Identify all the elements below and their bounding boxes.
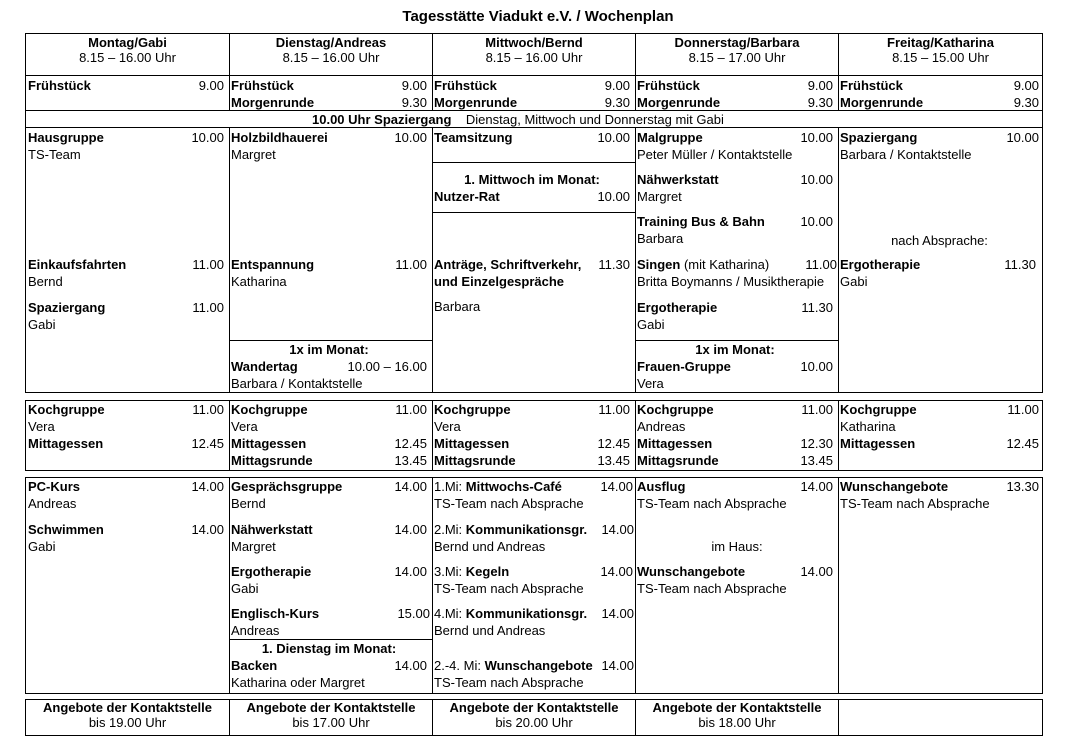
im-haus-note: im Haus:: [711, 539, 763, 554]
activity-time: 9.30: [807, 95, 833, 110]
wed-antraege: [434, 256, 630, 315]
activity-person: TS-Team nach Absprache: [434, 675, 584, 690]
activity-name: Frühstück: [637, 78, 700, 93]
contact-until: bis 17.00 Uhr: [292, 715, 370, 730]
activity-name: Kommunikationsgr.: [465, 606, 588, 621]
monthly-note: 1x im Monat:: [695, 342, 775, 357]
activity-name: Kochgruppe: [637, 402, 714, 417]
activity-name: Backen: [231, 658, 278, 673]
contact-offer-wednesday: [433, 700, 635, 730]
tue-holz: [231, 129, 427, 163]
activity-note: (mit Katharina): [683, 257, 770, 272]
contact-until: bis 20.00 Uhr: [495, 715, 573, 730]
activity-name: Anträge, Schriftverkehr,: [434, 257, 582, 272]
activity-name: Kegeln: [465, 564, 510, 579]
thu-malgruppe: [637, 129, 833, 163]
activity-time: 11.30: [1004, 257, 1036, 272]
activity-time: 14.00: [601, 522, 634, 537]
activity-person: Gabi: [231, 581, 259, 596]
wed-wunsch: [434, 657, 634, 691]
activity-person: Gabi: [840, 274, 868, 289]
page-title: Tagesstätte Viadukt e.V. / Wochenplan: [402, 8, 674, 25]
tue-wandertag: [231, 341, 427, 392]
activity-name: Spaziergang: [840, 130, 918, 145]
contact-label: Angebote der Kontaktstelle: [652, 700, 822, 715]
day-hours: 8.15 – 16.00 Uhr: [485, 50, 583, 65]
activity-person: Barbara: [637, 231, 684, 246]
activity-name: Mittagsrunde: [231, 453, 313, 468]
activity-time: 11.00: [1007, 402, 1039, 417]
activity-time: 12.45: [597, 436, 630, 451]
wed-teamsitzung: [434, 129, 630, 146]
activity-time: 10.00: [800, 172, 833, 187]
activity-person: TS-Team: [28, 147, 81, 162]
activity-name: Mittagessen: [434, 436, 510, 451]
fri-wunsch: [840, 478, 1039, 512]
activity-time: 13.30: [1006, 479, 1039, 494]
day-header-wednesday: [433, 35, 635, 65]
activity-person: Peter Müller / Kontaktstelle: [637, 147, 793, 162]
day-hours: 8.15 – 15.00 Uhr: [892, 50, 989, 65]
day-name: Donnerstag/Barbara: [674, 35, 800, 50]
activity-time: 11.00: [395, 402, 427, 417]
activity-person: Vera: [231, 419, 258, 434]
activity-time: 14.00: [800, 564, 833, 579]
activity-name: Ergotherapie: [231, 564, 312, 579]
contact-offer-thursday: [636, 700, 838, 730]
contact-label: Angebote der Kontaktstelle: [449, 700, 619, 715]
activity-time: 13.45: [597, 453, 630, 468]
activity-time: 10.00: [800, 130, 833, 145]
activity-name: Kochgruppe: [434, 402, 511, 417]
activity-person: Margret: [231, 147, 276, 162]
activity-name: Entspannung: [231, 257, 315, 272]
contact-label: Angebote der Kontaktstelle: [42, 700, 213, 715]
activity-name: Mittagessen: [840, 436, 916, 451]
activity-name: Einkaufsfahrten: [28, 257, 127, 272]
day-name: Montag/Gabi: [88, 35, 167, 50]
day-header-monday: [26, 35, 229, 65]
week-prefix: 3.Mi:: [434, 564, 463, 579]
thu-naehwerkstatt: [637, 171, 833, 205]
activity-person: Andreas: [231, 623, 280, 638]
activity-time: 12.45: [1006, 436, 1039, 451]
activity-name: Kommunikationsgr.: [465, 522, 588, 537]
tue-ergotherapie: [231, 563, 427, 597]
activity-time: 9.00: [198, 78, 224, 93]
activity-time: 14.00: [394, 522, 427, 537]
tue-backen: [231, 640, 427, 691]
thu-training: [637, 213, 833, 247]
activity-time: 9.00: [604, 78, 630, 93]
activity-person: TS-Team nach Absprache: [637, 496, 787, 511]
activity-time: 11.00: [192, 402, 224, 417]
activity-person: Katharina oder Margret: [231, 675, 365, 690]
tue-gespraech: [231, 478, 427, 512]
mon-spaziergang: [28, 299, 224, 333]
activity-person: Margret: [637, 189, 682, 204]
contact-label: Angebote der Kontaktstelle: [246, 700, 416, 715]
activity-name: Kochgruppe: [28, 402, 105, 417]
day-name: Dienstag/Andreas: [275, 35, 387, 50]
activity-name: Kochgruppe: [231, 402, 308, 417]
activity-time: 9.00: [401, 78, 427, 93]
activity-name: Frühstück: [28, 78, 91, 93]
activity-name: Mittagsrunde: [637, 453, 719, 468]
activity-name: PC-Kurs: [28, 479, 81, 494]
activity-name: Hausgruppe: [28, 130, 104, 145]
activity-time: 14.00: [600, 564, 633, 579]
activity-name: Wunschangebote: [484, 658, 593, 673]
activity-time: 10.00 – 16.00: [347, 359, 427, 374]
activity-name: Nutzer-Rat: [434, 189, 500, 204]
activity-person: Bernd und Andreas: [434, 539, 546, 554]
activity-person: Barbara: [434, 299, 481, 314]
week-prefix: 4.Mi:: [434, 606, 463, 621]
activity-time: 14.00: [601, 606, 634, 621]
activity-time: 11.00: [598, 402, 630, 417]
activity-time: 9.00: [807, 78, 833, 93]
activity-name: Wandertag: [231, 359, 298, 374]
activity-name: Nähwerkstatt: [637, 172, 719, 187]
activity-name: Morgenrunde: [434, 95, 518, 110]
activity-name: Mittagsrunde: [434, 453, 516, 468]
activity-time: 14.00: [600, 479, 633, 494]
day-hours: 8.15 – 17.00 Uhr: [688, 50, 786, 65]
walk-title: 10.00 Uhr Spaziergang: [312, 112, 452, 127]
activity-person: Vera: [434, 419, 461, 434]
activity-name: Frauen-Gruppe: [637, 359, 731, 374]
activity-person: Katharina: [231, 274, 287, 289]
activity-time: 11.00: [192, 257, 224, 272]
contact-offer-tuesday: [230, 700, 432, 730]
mon-schwimmen: [28, 521, 224, 555]
activity-name: Teamsitzung: [434, 130, 513, 145]
activity-name: Schwimmen: [28, 522, 104, 537]
walk-note: Dienstag, Mittwoch und Donnerstag mit Gabi: [465, 112, 724, 127]
activity-person: Bernd und Andreas: [434, 623, 546, 638]
activity-time: 14.00: [394, 658, 427, 673]
wed-nutzer-rat: [434, 171, 630, 205]
thu-ausflug: [637, 478, 833, 512]
fri-absprache: [840, 232, 1039, 249]
day-hours: 8.15 – 16.00 Uhr: [282, 50, 380, 65]
activity-time: 14.00: [601, 658, 634, 673]
monthly-note: 1. Mittwoch im Monat:: [464, 172, 600, 187]
activity-person: TS-Team nach Absprache: [637, 581, 787, 596]
contact-offer-monday: [26, 700, 229, 730]
day-header-tuesday: [230, 35, 432, 65]
activity-name: Singen: [637, 257, 681, 272]
activity-name: Training Bus & Bahn: [637, 214, 765, 229]
activity-name: Wunschangebote: [840, 479, 949, 494]
mon-hausgruppe: [28, 129, 224, 163]
activity-name: Wunschangebote: [637, 564, 746, 579]
activity-name: Mittagessen: [637, 436, 713, 451]
activity-person: Britta Boymanns / Musiktherapie: [637, 274, 825, 289]
wed-cafe: [434, 478, 633, 512]
mon-einkauf: [28, 256, 224, 290]
activity-time: 10.00: [597, 189, 630, 204]
activity-person: Gabi: [28, 539, 56, 554]
tue-naehwerkstatt: [231, 521, 427, 555]
activity-time: 14.00: [800, 479, 833, 494]
activity-person: Barbara / Kontaktstelle: [231, 376, 363, 391]
activity-time: 12.30: [800, 436, 833, 451]
breakfast-tuesday: [231, 77, 427, 111]
mon-pc-kurs: [28, 478, 224, 512]
activity-person: Vera: [637, 376, 664, 391]
activity-name: Kochgruppe: [840, 402, 917, 417]
lunch-friday: [840, 401, 1039, 452]
activity-time: 10.00: [597, 130, 630, 145]
fri-spaziergang: [840, 129, 1039, 163]
activity-time: 9.30: [1013, 95, 1039, 110]
activity-name: Mittagessen: [28, 436, 104, 451]
activity-time: 15.00: [397, 606, 430, 621]
contact-until: bis 18.00 Uhr: [698, 715, 776, 730]
week-prefix: 2.-4. Mi:: [434, 658, 481, 673]
activity-time: 9.00: [1013, 78, 1039, 93]
activity-time: 14.00: [191, 522, 224, 537]
activity-name: Frühstück: [434, 78, 497, 93]
wed-komm-2: [434, 605, 634, 639]
activity-name: Ergotherapie: [637, 300, 718, 315]
activity-person: Vera: [28, 419, 55, 434]
activity-time: 11.30: [598, 257, 630, 272]
lunch-tuesday: [231, 401, 427, 469]
fri-ergotherapie: [840, 256, 1036, 290]
activity-time: 9.30: [604, 95, 630, 110]
thu-singen: [637, 256, 837, 290]
activity-time: 14.00: [394, 479, 427, 494]
activity-time: 11.00: [192, 300, 224, 315]
activity-person: Margret: [231, 539, 276, 554]
activity-person: Katharina: [840, 419, 896, 434]
breakfast-wednesday: [434, 77, 630, 111]
wed-komm-1: [434, 521, 634, 555]
day-name: Mittwoch/Bernd: [485, 35, 583, 50]
thu-ergotherapie: [637, 299, 833, 333]
walk-banner: [312, 111, 792, 128]
activity-person: Barbara / Kontaktstelle: [840, 147, 972, 162]
activity-time: 10.00: [394, 130, 427, 145]
activity-person: Andreas: [28, 496, 77, 511]
activity-time: 11.00: [805, 257, 837, 272]
week-prefix: 1.Mi:: [434, 479, 463, 494]
absprache-note: nach Absprache:: [891, 233, 988, 248]
activity-name: Ausflug: [637, 479, 686, 494]
week-prefix: 2.Mi:: [434, 522, 463, 537]
activity-name: Malgruppe: [637, 130, 703, 145]
activity-person: TS-Team nach Absprache: [840, 496, 990, 511]
contact-until: bis 19.00 Uhr: [88, 715, 167, 730]
tue-entspannung: [231, 256, 427, 290]
activity-name: Holzbildhauerei: [231, 130, 328, 145]
lunch-thursday: [637, 401, 833, 469]
activity-time: 9.30: [401, 95, 427, 110]
activity-time: 14.00: [191, 479, 224, 494]
day-hours: 8.15 – 16.00 Uhr: [79, 50, 176, 65]
activity-time: 11.00: [395, 257, 427, 272]
activity-name: Ergotherapie: [840, 257, 921, 272]
day-name: Freitag/Katharina: [887, 35, 994, 50]
activity-time: 11.00: [801, 402, 833, 417]
activity-time: 10.00: [191, 130, 224, 145]
activity-time: 11.30: [801, 300, 833, 315]
activity-time: 12.45: [394, 436, 427, 451]
activity-person: Andreas: [637, 419, 686, 434]
day-header-friday: [839, 35, 1042, 65]
wed-kegeln: [434, 563, 633, 597]
activity-name: Nähwerkstatt: [231, 522, 313, 537]
activity-time: 10.00: [1006, 130, 1039, 145]
activity-name: Gesprächsgruppe: [231, 479, 343, 494]
monthly-note: 1x im Monat:: [289, 342, 369, 357]
activity-person: Gabi: [28, 317, 56, 332]
activity-name: Frühstück: [231, 78, 294, 93]
thu-frauen: [637, 341, 833, 392]
thu-im-haus: [637, 538, 837, 555]
breakfast-friday: [840, 77, 1039, 111]
activity-name: Morgenrunde: [231, 95, 315, 110]
tue-englisch: [231, 605, 430, 639]
activity-person: TS-Team nach Absprache: [434, 581, 584, 596]
activity-person: TS-Team nach Absprache: [434, 496, 584, 511]
activity-time: 12.45: [191, 436, 224, 451]
breakfast-monday: [28, 77, 224, 94]
activity-person: Bernd: [231, 496, 266, 511]
activity-name: Mittagessen: [231, 436, 307, 451]
activity-name: Spaziergang: [28, 300, 106, 315]
day-header-thursday: [636, 35, 838, 65]
activity-name: Englisch-Kurs: [231, 606, 320, 621]
activity-time: 13.45: [800, 453, 833, 468]
activity-time: 10.00: [800, 214, 833, 229]
activity-name: Morgenrunde: [637, 95, 721, 110]
activity-name: Frühstück: [840, 78, 903, 93]
lunch-wednesday: [434, 401, 630, 469]
breakfast-thursday: [637, 77, 833, 111]
lunch-monday: [28, 401, 224, 452]
activity-person: Gabi: [637, 317, 665, 332]
activity-person: Bernd: [28, 274, 63, 289]
activity-time: 14.00: [394, 564, 427, 579]
activity-name: Morgenrunde: [840, 95, 924, 110]
monthly-note: 1. Dienstag im Monat:: [261, 641, 397, 656]
thu-wunsch: [637, 563, 833, 597]
activity-time: 13.45: [394, 453, 427, 468]
activity-name: Mittwochs-Café: [465, 479, 562, 494]
activity-name-cont: und Einzelgespräche: [434, 274, 565, 289]
activity-time: 10.00: [800, 359, 833, 374]
